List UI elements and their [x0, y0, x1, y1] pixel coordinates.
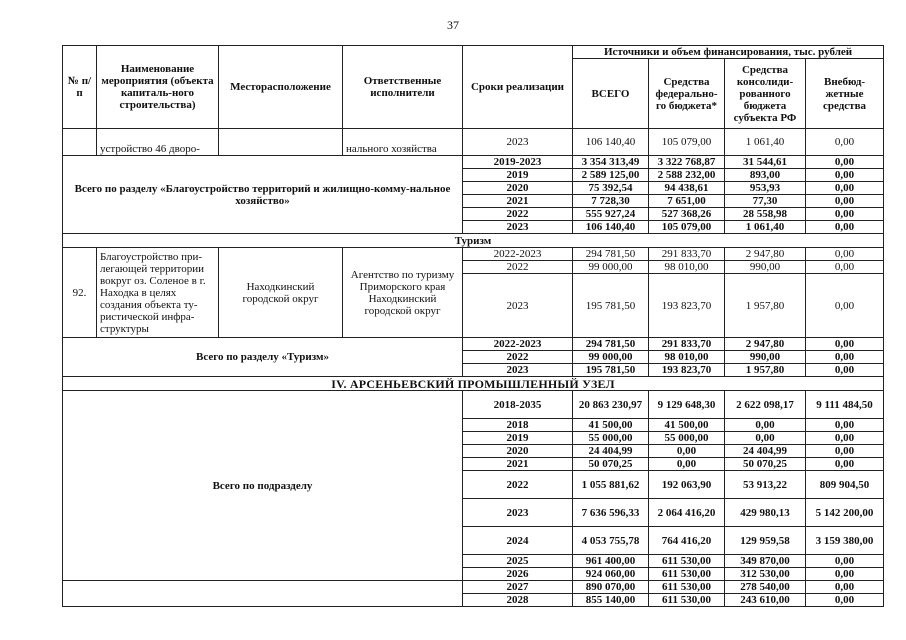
cell-location: Находкинский городской округ — [219, 248, 343, 338]
summary-label: Всего по подразделу — [63, 391, 463, 581]
cell-extra: 5 142 200,00 — [806, 499, 884, 527]
cell-period: 2023 — [463, 221, 573, 234]
cell-period: 2018 — [463, 419, 573, 432]
cell-total: 7 728,30 — [573, 195, 649, 208]
cell-regional: 0,00 — [725, 432, 806, 445]
header-num: № п/п — [63, 46, 97, 129]
cell-total: 7 636 596,33 — [573, 499, 649, 527]
cell-extra: 0,00 — [806, 419, 884, 432]
cell-extra: 0,00 — [806, 169, 884, 182]
page-number: 37 — [447, 18, 459, 32]
cell-responsible: Агентство по туризму Приморского края Находкинский городской округ — [343, 248, 463, 338]
cell-federal: 0,00 — [649, 458, 725, 471]
cell-federal: 764 416,20 — [649, 527, 725, 555]
cell-period: 2028 — [463, 594, 573, 607]
header-responsible: Ответственные исполнители — [343, 46, 463, 129]
cell-federal: 611 530,00 — [649, 568, 725, 581]
empty-cell — [63, 581, 463, 607]
cell-total: 99 000,00 — [573, 261, 649, 274]
cell-total: 2 589 125,00 — [573, 169, 649, 182]
cell-name: устройство 46 дворо- — [97, 129, 219, 156]
cell-period: 2022-2023 — [463, 338, 573, 351]
summary-label: Всего по разделу «Благоустройство территорий и жилищно-комму-нальное хозяйство» — [63, 156, 463, 234]
cell-regional: 990,00 — [725, 261, 806, 274]
cell-federal: 94 438,61 — [649, 182, 725, 195]
summary-label: Всего по разделу «Туризм» — [63, 338, 463, 377]
cell-total: 855 140,00 — [573, 594, 649, 607]
header-sources: Источники и объем финансирования, тыс. рублей — [573, 46, 884, 59]
cell-extra: 0,00 — [806, 156, 884, 169]
cell-federal: 98 010,00 — [649, 261, 725, 274]
cell-extra: 0,00 — [806, 445, 884, 458]
cell-period: 2019 — [463, 169, 573, 182]
cell-regional: 2 947,80 — [725, 248, 806, 261]
cell-federal: 105 079,00 — [649, 221, 725, 234]
cell-federal: 192 063,90 — [649, 471, 725, 499]
table-row — [63, 248, 884, 261]
header-total: ВСЕГО — [573, 59, 649, 129]
cell-extra: 0,00 — [806, 364, 884, 377]
cell-federal: 611 530,00 — [649, 555, 725, 568]
cell-extra: 0,00 — [806, 248, 884, 261]
cell-total: 961 400,00 — [573, 555, 649, 568]
cell-period: 2020 — [463, 182, 573, 195]
cell-extra: 0,00 — [806, 594, 884, 607]
cell-extra: 3 159 380,00 — [806, 527, 884, 555]
header-federal: Средства федерально-го бюджета* — [649, 59, 725, 129]
cell-extra: 0,00 — [806, 351, 884, 364]
financing-table — [62, 45, 884, 607]
cell-extra: 9 111 484,50 — [806, 391, 884, 419]
cell-total: 41 500,00 — [573, 419, 649, 432]
cell-total: 294 781,50 — [573, 248, 649, 261]
cell-total: 4 053 755,78 — [573, 527, 649, 555]
cell-federal: 98 010,00 — [649, 351, 725, 364]
cell-period: 2019 — [463, 432, 573, 445]
cell-regional: 24 404,99 — [725, 445, 806, 458]
cell-total: 55 000,00 — [573, 432, 649, 445]
header-name: Наименование мероприятия (объекта капиталь-ного строительства) — [97, 46, 219, 129]
cell-name: Благоустройство при-легающей территории вокруг оз. Соленое в г. Находка в целях создания объекта ту-ристической инфра-структуры — [97, 248, 219, 338]
section-title: IV. АРСЕНЬЕВСКИЙ ПРОМЫШЛЕННЫЙ УЗЕЛ — [63, 377, 884, 391]
cell-period: 2018-2035 — [463, 391, 573, 419]
cell-extra: 0,00 — [806, 195, 884, 208]
cell-regional: 1 957,80 — [725, 274, 806, 338]
cell-extra: 0,00 — [806, 182, 884, 195]
cell-extra: 0,00 — [806, 555, 884, 568]
table-row — [63, 581, 884, 594]
header-period: Сроки реализации — [463, 46, 573, 129]
cell-extra: 0,00 — [806, 458, 884, 471]
cell-num: 92. — [63, 248, 97, 338]
cell-regional: 312 530,00 — [725, 568, 806, 581]
table-row — [63, 338, 884, 351]
header-extra: Внебюд-жетные средства — [806, 59, 884, 129]
cell-total: 195 781,50 — [573, 274, 649, 338]
cell-regional: 278 540,00 — [725, 581, 806, 594]
cell-federal: 527 368,26 — [649, 208, 725, 221]
table-row — [63, 391, 884, 419]
cell-regional: 1 957,80 — [725, 364, 806, 377]
cell-federal: 55 000,00 — [649, 432, 725, 445]
cell-regional: 2 622 098,17 — [725, 391, 806, 419]
cell-period: 2025 — [463, 555, 573, 568]
cell-regional: 2 947,80 — [725, 338, 806, 351]
cell-period: 2022 — [463, 208, 573, 221]
cell-location — [219, 129, 343, 156]
cell-period: 2022 — [463, 351, 573, 364]
cell-total: 75 392,54 — [573, 182, 649, 195]
table-row — [63, 129, 884, 156]
cell-total: 106 140,40 — [573, 129, 649, 156]
cell-extra: 0,00 — [806, 432, 884, 445]
cell-period: 2023 — [463, 274, 573, 338]
cell-regional: 893,00 — [725, 169, 806, 182]
cell-regional: 1 061,40 — [725, 129, 806, 156]
cell-extra: 0,00 — [806, 338, 884, 351]
cell-federal: 7 651,00 — [649, 195, 725, 208]
cell-period: 2020 — [463, 445, 573, 458]
cell-period: 2027 — [463, 581, 573, 594]
cell-responsible: нального хозяйства — [343, 129, 463, 156]
cell-period: 2021 — [463, 195, 573, 208]
cell-total: 106 140,40 — [573, 221, 649, 234]
cell-federal: 611 530,00 — [649, 581, 725, 594]
cell-period: 2022-2023 — [463, 248, 573, 261]
cell-extra: 0,00 — [806, 261, 884, 274]
cell-extra: 0,00 — [806, 208, 884, 221]
cell-regional: 129 959,58 — [725, 527, 806, 555]
cell-regional: 50 070,25 — [725, 458, 806, 471]
cell-federal: 611 530,00 — [649, 594, 725, 607]
cell-total: 24 404,99 — [573, 445, 649, 458]
cell-total: 99 000,00 — [573, 351, 649, 364]
cell-extra: 809 904,50 — [806, 471, 884, 499]
cell-federal: 291 833,70 — [649, 338, 725, 351]
cell-total: 294 781,50 — [573, 338, 649, 351]
cell-regional: 0,00 — [725, 419, 806, 432]
table-row — [63, 377, 884, 391]
cell-regional: 429 980,13 — [725, 499, 806, 527]
cell-federal: 41 500,00 — [649, 419, 725, 432]
cell-extra: 0,00 — [806, 568, 884, 581]
cell-period: 2026 — [463, 568, 573, 581]
cell-regional: 31 544,61 — [725, 156, 806, 169]
cell-regional: 990,00 — [725, 351, 806, 364]
cell-regional: 243 610,00 — [725, 594, 806, 607]
cell-total: 555 927,24 — [573, 208, 649, 221]
cell-total: 924 060,00 — [573, 568, 649, 581]
cell-federal: 3 322 768,87 — [649, 156, 725, 169]
cell-period: 2019-2023 — [463, 156, 573, 169]
cell-regional: 349 870,00 — [725, 555, 806, 568]
cell-regional: 953,93 — [725, 182, 806, 195]
cell-federal: 9 129 648,30 — [649, 391, 725, 419]
cell-total: 50 070,25 — [573, 458, 649, 471]
cell-period: 2022 — [463, 261, 573, 274]
cell-regional: 1 061,40 — [725, 221, 806, 234]
cell-period: 2023 — [463, 129, 573, 156]
cell-regional: 53 913,22 — [725, 471, 806, 499]
table-row — [63, 156, 884, 169]
cell-period: 2023 — [463, 364, 573, 377]
cell-total: 20 863 230,97 — [573, 391, 649, 419]
cell-period: 2021 — [463, 458, 573, 471]
header-regional: Средства консолиди-рованного бюджета субъекта РФ — [725, 59, 806, 129]
cell-total: 890 070,00 — [573, 581, 649, 594]
cell-extra: 0,00 — [806, 274, 884, 338]
cell-period: 2023 — [463, 499, 573, 527]
cell-regional: 77,30 — [725, 195, 806, 208]
cell-total: 1 055 881,62 — [573, 471, 649, 499]
cell-extra: 0,00 — [806, 129, 884, 156]
cell-total: 195 781,50 — [573, 364, 649, 377]
cell-federal: 105 079,00 — [649, 129, 725, 156]
cell-federal: 2 588 232,00 — [649, 169, 725, 182]
cell-num — [63, 129, 97, 156]
cell-extra: 0,00 — [806, 581, 884, 594]
cell-period: 2022 — [463, 471, 573, 499]
table-row — [63, 234, 884, 248]
cell-regional: 28 558,98 — [725, 208, 806, 221]
cell-total: 3 354 313,49 — [573, 156, 649, 169]
header-location: Месторасположение — [219, 46, 343, 129]
cell-federal: 291 833,70 — [649, 248, 725, 261]
section-title: Туризм — [63, 234, 884, 248]
cell-federal: 2 064 416,20 — [649, 499, 725, 527]
cell-federal: 0,00 — [649, 445, 725, 458]
cell-extra: 0,00 — [806, 221, 884, 234]
cell-federal: 193 823,70 — [649, 364, 725, 377]
cell-federal: 193 823,70 — [649, 274, 725, 338]
cell-period: 2024 — [463, 527, 573, 555]
